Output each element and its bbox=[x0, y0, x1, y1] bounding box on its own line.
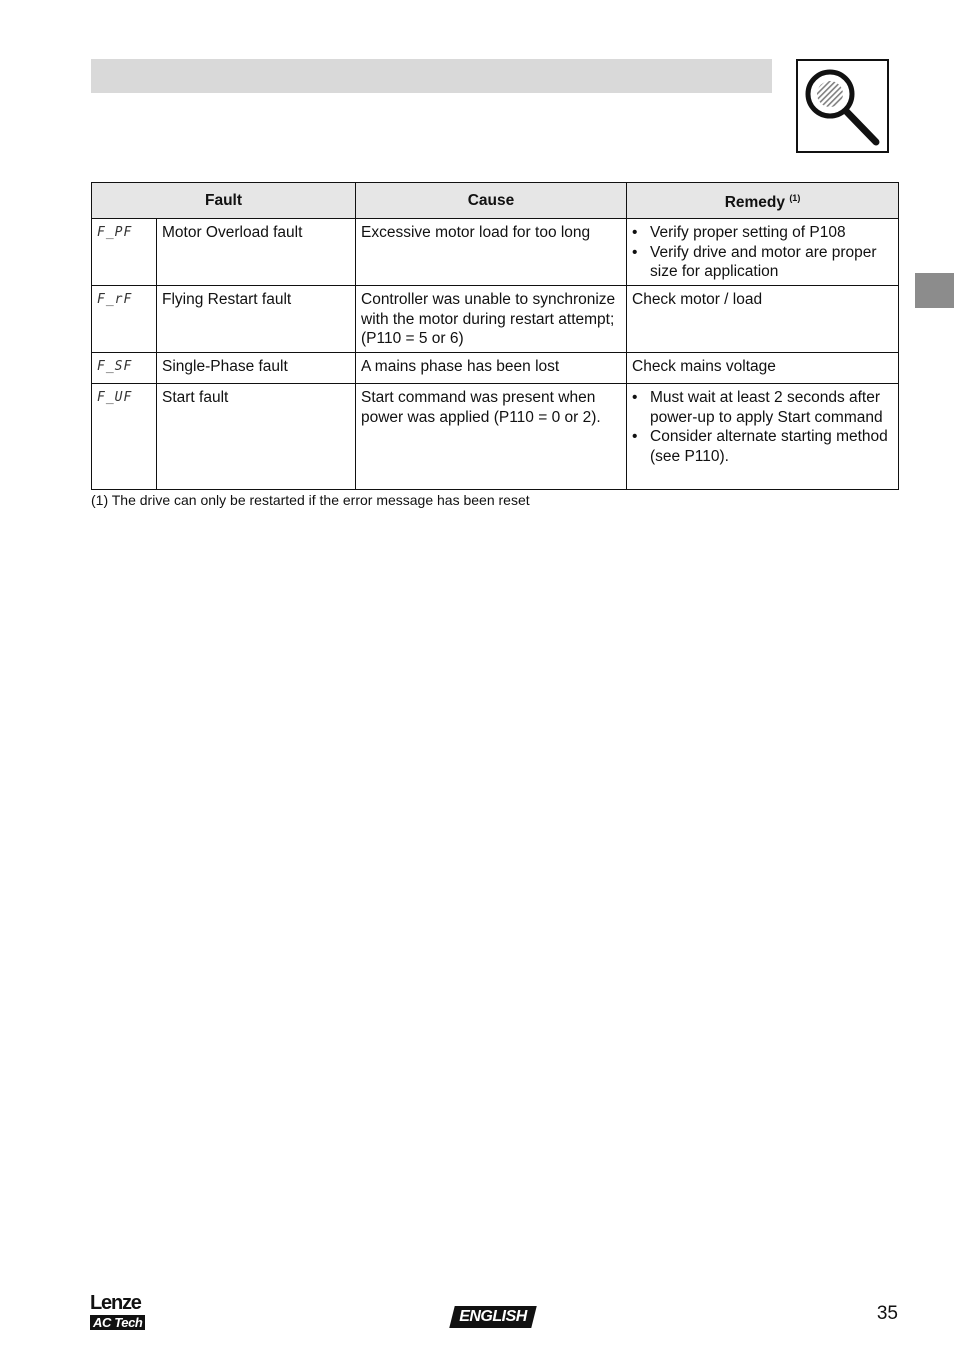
fault-remedy: Check mains voltage bbox=[627, 353, 899, 384]
fault-code: F_rF bbox=[92, 286, 157, 353]
fault-table bbox=[91, 182, 899, 490]
logo-wordmark: Lenze bbox=[90, 1292, 141, 1314]
fault-name: Start fault bbox=[157, 384, 356, 490]
header-cause: Cause bbox=[356, 183, 627, 219]
fault-cause: A mains phase has been lost bbox=[356, 353, 627, 384]
fault-remedy bbox=[627, 219, 899, 286]
fault-name: Motor Overload fault bbox=[157, 219, 356, 286]
remedy-item: • Verify drive and motor are proper size for application bbox=[632, 243, 893, 282]
fault-code: F_UF bbox=[92, 384, 157, 490]
header-remedy-label: Remedy bbox=[724, 193, 785, 211]
page-number: 35 bbox=[876, 1303, 898, 1324]
section-tab-marker bbox=[915, 273, 954, 308]
table-header-row bbox=[92, 183, 899, 219]
table-row bbox=[92, 384, 899, 490]
header-remedy bbox=[627, 183, 899, 219]
lenze-logo bbox=[90, 1293, 152, 1332]
magnifier-icon bbox=[796, 59, 889, 153]
remedy-item: • Consider alternate starting method (see P110). bbox=[632, 427, 893, 466]
table-row bbox=[92, 353, 899, 384]
fault-cause: Controller was unable to synchronize with the motor during restart attempt; (P110 = 5 or 6) bbox=[356, 286, 627, 353]
language-label: ENGLISH bbox=[459, 1308, 527, 1325]
header-bar bbox=[91, 59, 772, 93]
fault-cause: Excessive motor load for too long bbox=[356, 219, 627, 286]
fault-code: F_PF bbox=[92, 219, 157, 286]
fault-code: F_SF bbox=[92, 353, 157, 384]
fault-remedy bbox=[627, 384, 899, 490]
header-fault: Fault bbox=[92, 183, 356, 219]
logo-subbrand: AC Tech bbox=[90, 1315, 145, 1330]
fault-name: Flying Restart fault bbox=[157, 286, 356, 353]
footnote: (1) The drive can only be restarted if the error message has been reset bbox=[91, 492, 530, 508]
remedy-item: • Verify proper setting of P108 bbox=[632, 223, 893, 243]
footnote-marker: (1) bbox=[789, 192, 801, 203]
table-row bbox=[92, 286, 899, 353]
fault-name: Single-Phase fault bbox=[157, 353, 356, 384]
fault-cause: Start command was present when power was applied (P110 = 0 or 2). bbox=[356, 384, 627, 490]
fault-remedy: Check motor / load bbox=[627, 286, 899, 353]
remedy-item: • Must wait at least 2 seconds after power-up to apply Start command bbox=[632, 388, 893, 427]
table-row bbox=[92, 219, 899, 286]
